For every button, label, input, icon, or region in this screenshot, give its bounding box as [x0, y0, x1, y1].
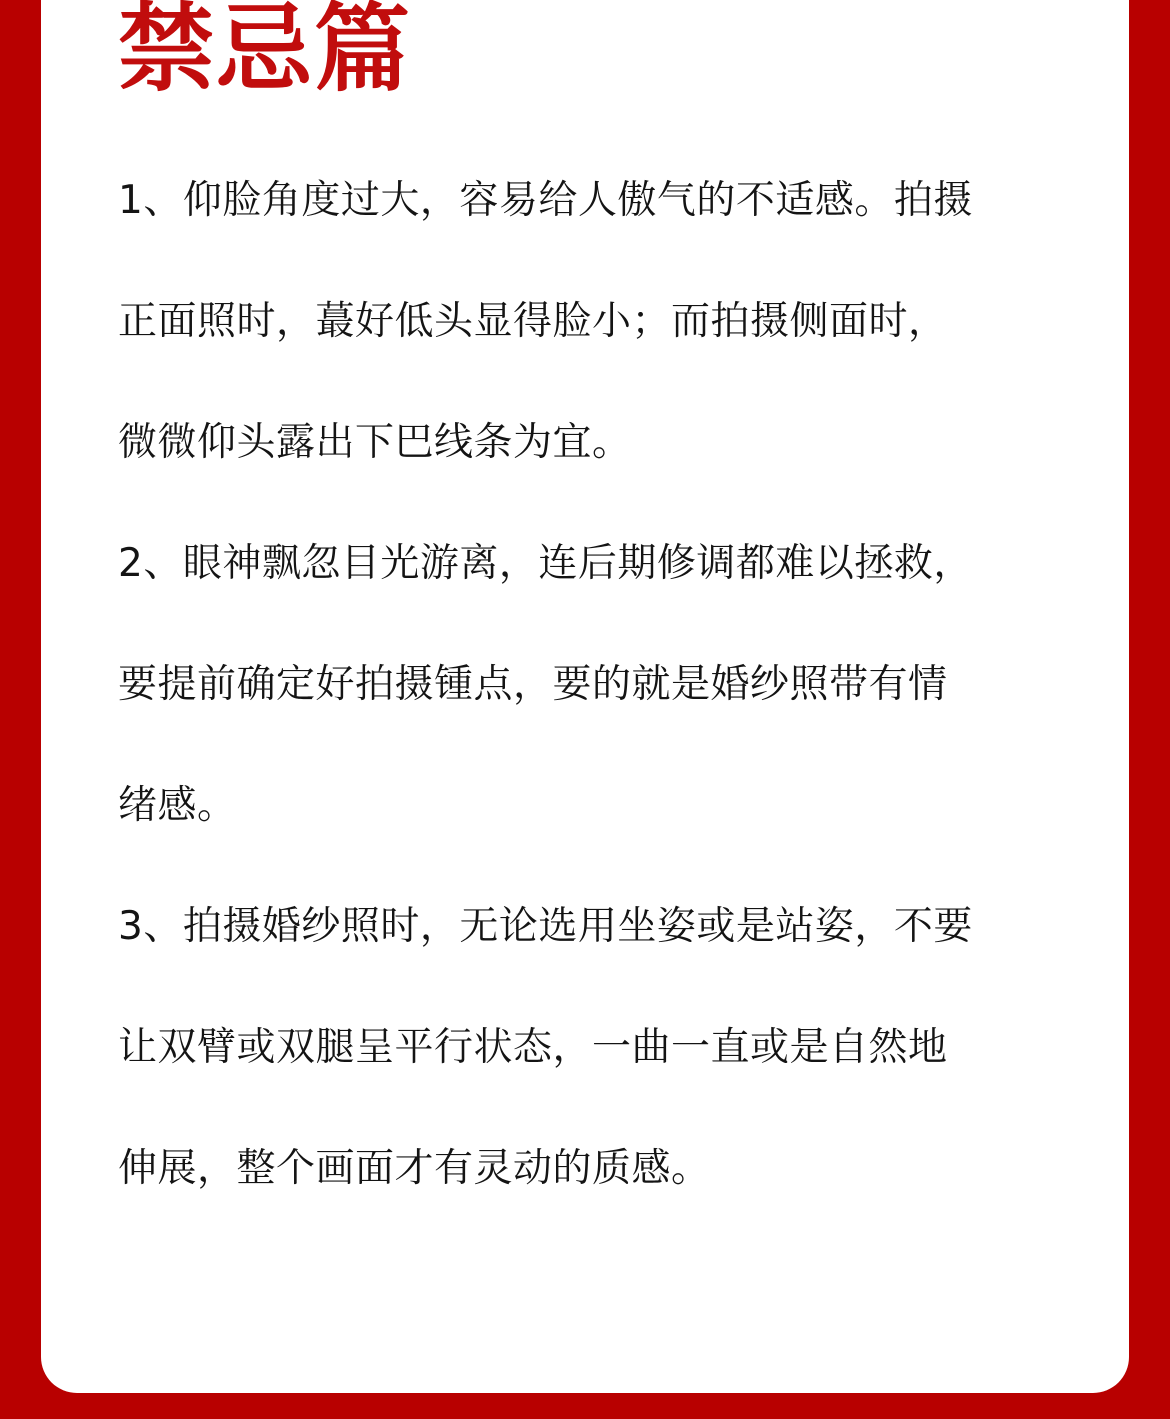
paragraph-line: 要提前确定好拍摄锺点，要的就是婚纱照带有情	[118, 662, 948, 707]
paragraph-2	[118, 503, 1048, 866]
paragraph-line: 微微仰头露出下巴线条为宜。	[118, 420, 632, 465]
paragraph-1	[118, 140, 1048, 503]
page-title: 禁忌篇	[118, 0, 412, 105]
paragraph-line: 3、拍摄婚纱照时，无论选用坐姿或是站姿，不要	[118, 904, 973, 949]
paragraph-line: 1、仰脸角度过大，容易给人傲气的不适感。拍摄	[118, 178, 973, 223]
paragraph-line: 伸展，整个画面才有灵动的质感。	[118, 1146, 711, 1191]
paragraph-line: 让双臂或双腿呈平行状态，一曲一直或是自然地	[118, 1025, 948, 1070]
paragraph-line: 2、眼神飘忽目光游离，连后期修调都难以拯救，	[118, 541, 973, 586]
paragraph-line: 绪感。	[118, 783, 237, 828]
paragraph-3	[118, 866, 1048, 1229]
paragraph-line: 正面照时，蕞好低头显得脸小；而拍摄侧面时，	[118, 299, 948, 344]
article-body	[118, 140, 1048, 1229]
